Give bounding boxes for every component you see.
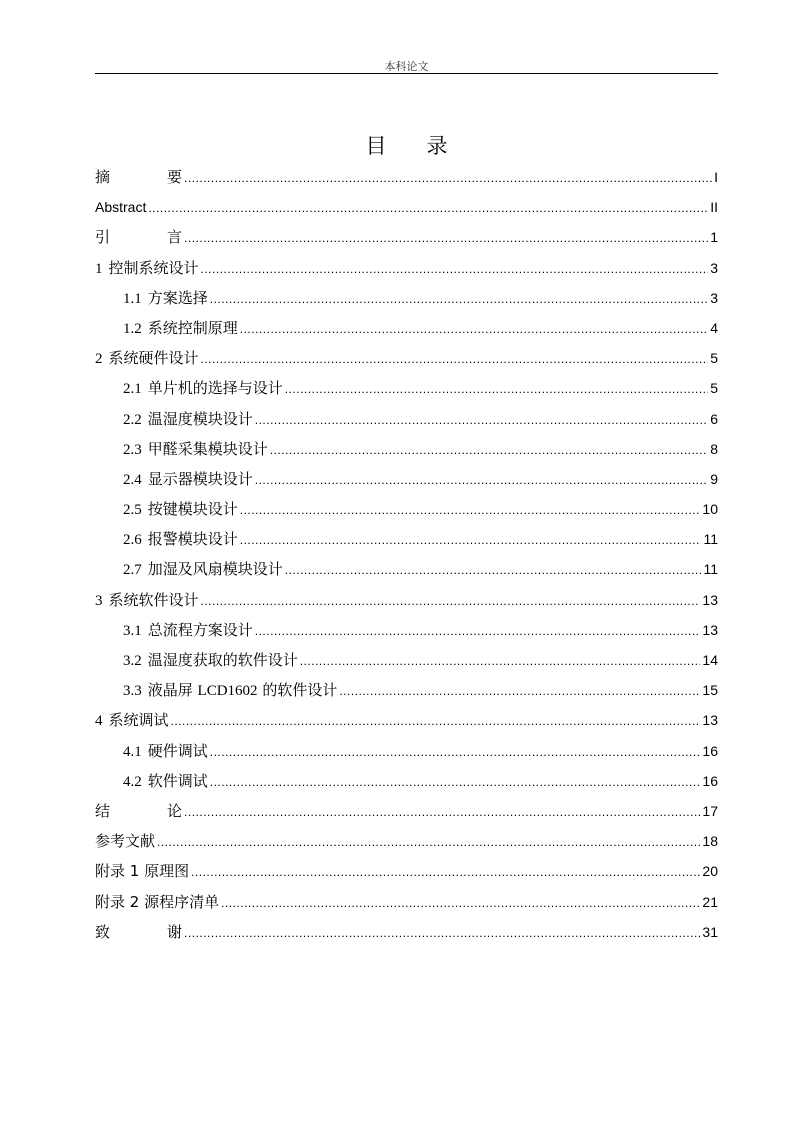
toc-entry-label: 4.2 软件调试 — [123, 771, 208, 790]
toc-entry-label: 2.2 温湿度模块设计 — [123, 409, 253, 428]
toc-entry-acknowledgements[interactable] — [95, 917, 718, 947]
toc-leader-dots — [201, 254, 709, 284]
toc-page-number: 16 — [702, 742, 718, 759]
toc-entry-chapter-3[interactable] — [95, 585, 718, 615]
toc-leader-dots — [210, 737, 701, 767]
toc-entry-label: 2.3 甲醛采集模块设计 — [123, 439, 268, 458]
toc-page-number: 1 — [710, 229, 718, 246]
toc-leader-dots — [339, 676, 700, 706]
toc-entry-chapter-4[interactable] — [95, 705, 718, 735]
toc-page-number: 3 — [710, 259, 718, 276]
toc-entry-section-2-3[interactable] — [95, 434, 718, 464]
toc-page-number: I — [714, 169, 718, 185]
toc-page-number: 3 — [710, 289, 718, 306]
toc-entry-label: 2.6 报警模块设计 — [123, 530, 238, 549]
toc-page-number: 14 — [702, 652, 718, 668]
toc-page-number: 8 — [710, 440, 718, 457]
toc-entry-label: 4 系统调试 — [95, 711, 169, 730]
toc-leader-dots — [184, 918, 700, 948]
toc-entry-label: 2.7 加湿及风扇模块设计 — [123, 560, 283, 579]
toc-entry-label: 2.1 单片机的选择与设计 — [123, 379, 283, 398]
toc-leader-dots — [210, 284, 708, 314]
toc-entry-section-3-3[interactable] — [95, 675, 718, 705]
toc-entry-section-1-2[interactable] — [95, 313, 718, 343]
toc-page-number: 11 — [703, 561, 718, 578]
toc-leader-dots — [240, 525, 702, 555]
toc-entry-references[interactable] — [95, 826, 718, 856]
toc-leader-dots — [270, 435, 708, 465]
toc-entry-label: 1.1 方案选择 — [123, 288, 208, 307]
toc-page-number: 17 — [702, 802, 718, 819]
toc-page-number: 31 — [702, 923, 718, 940]
toc-entry-label: 摘 要 — [95, 168, 183, 186]
toc-entry-label: 1 控制系统设计 — [95, 258, 199, 277]
toc-entry-section-4-1[interactable] — [95, 736, 718, 766]
toc-entry-label: 3.3 液晶屏 LCD1602 的软件设计 — [123, 681, 338, 700]
toc-entry-chapter-2[interactable] — [95, 343, 718, 373]
toc-entry-label: 附录 1 原理图 — [95, 862, 190, 881]
toc-leader-dots — [285, 555, 702, 585]
toc-entry-abstract-en[interactable] — [95, 192, 718, 222]
toc-leader-dots — [240, 495, 701, 525]
running-header: 本科论文 — [384, 60, 429, 73]
toc-entry-appendix-1[interactable] — [95, 856, 718, 886]
toc-page-number: II — [710, 199, 718, 216]
toc-leader-dots — [210, 767, 701, 797]
toc-entry-section-4-2[interactable] — [95, 766, 718, 796]
toc-leader-dots — [300, 646, 701, 676]
toc-page-number: 13 — [702, 621, 718, 638]
toc-entry-section-3-1[interactable] — [95, 615, 718, 645]
toc-entry-label: 2.5 按键模块设计 — [123, 500, 238, 519]
toc-entry-label: 2 系统硬件设计 — [95, 349, 199, 368]
toc-entry-label: 3.1 总流程方案设计 — [123, 620, 253, 639]
toc-leader-dots — [285, 374, 708, 404]
toc-page-number: 6 — [710, 410, 718, 427]
toc-entry-label: 参考文献 — [95, 832, 156, 851]
table-of-contents — [95, 162, 718, 947]
toc-leader-dots — [255, 616, 701, 646]
toc-leader-dots — [201, 344, 709, 374]
toc-entry-label: 结 论 — [95, 801, 183, 820]
toc-leader-dots — [157, 827, 700, 857]
toc-page-number: 9 — [710, 470, 718, 487]
toc-leader-dots — [191, 857, 700, 887]
toc-entry-section-2-5[interactable] — [95, 494, 718, 524]
toc-entry-label: 4.1 硬件调试 — [123, 741, 208, 760]
toc-leader-dots — [184, 163, 712, 193]
toc-entry-label: 致 谢 — [95, 922, 183, 941]
toc-leader-dots — [255, 465, 708, 495]
toc-entry-label: Abstract — [95, 199, 147, 216]
toc-page-number: 13 — [702, 591, 718, 608]
toc-leader-dots — [148, 193, 708, 223]
toc-entry-section-2-6[interactable] — [95, 524, 718, 554]
toc-entry-section-3-2[interactable] — [95, 645, 718, 675]
toc-entry-label: 附录 2 源程序清单 — [95, 892, 220, 911]
toc-entry-section-1-1[interactable] — [95, 283, 718, 313]
toc-title-part2: 录 — [426, 134, 448, 158]
toc-entry-section-2-4[interactable] — [95, 464, 718, 494]
toc-page-number: 18 — [702, 833, 718, 850]
toc-entry-chapter-1[interactable] — [95, 253, 718, 283]
toc-entry-label: 1.2 系统控制原理 — [123, 318, 238, 337]
toc-entry-introduction[interactable] — [95, 222, 718, 252]
toc-entry-label: 3 系统软件设计 — [95, 590, 199, 609]
toc-entry-section-2-1[interactable] — [95, 373, 718, 403]
toc-entry-section-2-2[interactable] — [95, 404, 718, 434]
toc-leader-dots — [184, 797, 700, 827]
toc-leader-dots — [255, 405, 708, 435]
toc-entry-label: 3.2 温湿度获取的软件设计 — [123, 651, 298, 669]
toc-page-number: 10 — [702, 501, 718, 518]
toc-page-number: 13 — [702, 712, 718, 729]
toc-page-number: 5 — [710, 380, 718, 397]
toc-page-number: 15 — [702, 682, 718, 699]
toc-leader-dots — [171, 706, 701, 736]
toc-entry-label: 引 言 — [95, 228, 183, 247]
toc-page-number: 16 — [702, 772, 718, 789]
toc-leader-dots — [240, 314, 708, 344]
toc-leader-dots — [201, 586, 701, 616]
toc-title — [95, 130, 718, 160]
toc-page-number: 11 — [703, 531, 718, 548]
toc-entry-conclusion[interactable] — [95, 796, 718, 826]
toc-page-number: 4 — [710, 319, 718, 336]
toc-entry-label: 2.4 显示器模块设计 — [123, 469, 253, 488]
header-rule — [95, 73, 718, 74]
toc-title-part1: 目 — [365, 134, 387, 158]
toc-leader-dots — [221, 888, 700, 918]
toc-entry-section-2-7[interactable] — [95, 554, 718, 584]
toc-page-number: 5 — [710, 350, 718, 367]
toc-page-number: 20 — [702, 863, 718, 880]
toc-leader-dots — [184, 223, 708, 253]
toc-page-number: 21 — [702, 893, 718, 910]
toc-entry-abstract-cn[interactable] — [95, 162, 718, 192]
toc-entry-appendix-2[interactable] — [95, 887, 718, 917]
